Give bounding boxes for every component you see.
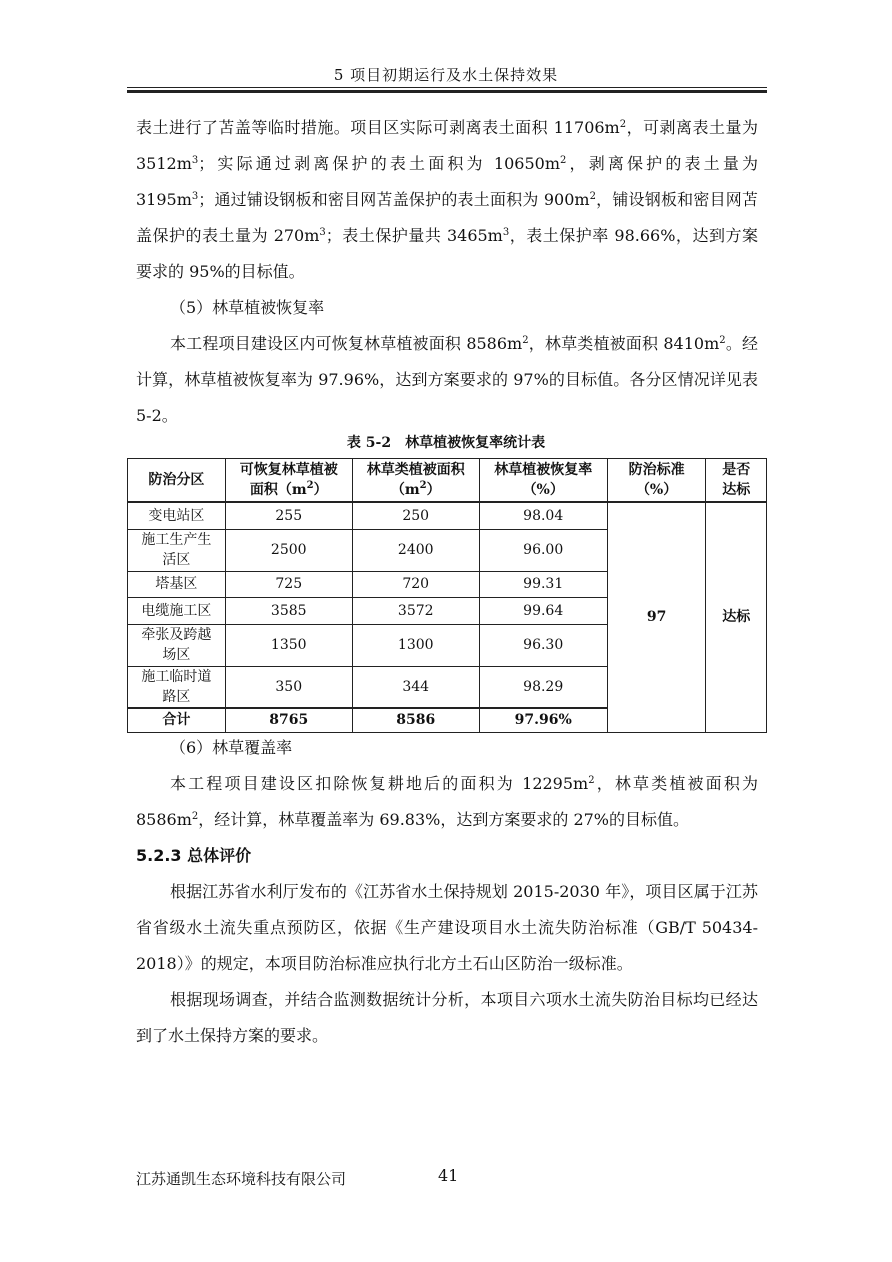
header-rule-thin [127, 87, 767, 88]
header-text: ） [313, 482, 328, 498]
cell-rate: 99.64 [479, 597, 607, 624]
header-text: 防治分区 [148, 472, 205, 488]
table-caption: 表 5-2 林草植被恢复率统计表 [346, 435, 546, 451]
superscript: 2 [419, 480, 427, 491]
superscript: 2 [589, 191, 596, 202]
cell-zone [128, 597, 226, 624]
header-text: 可恢复林草植被 [239, 462, 338, 478]
text-run: 本工程项目建设区内可恢复林草植被面积 8586m [170, 334, 523, 353]
cell-text: 塔基区 [155, 576, 198, 592]
cell-total-restorable: 8765 [225, 708, 352, 732]
superscript: 3 [502, 227, 510, 238]
paragraph-coverage [136, 766, 758, 838]
text-run: ；通过铺设钢板和密目网苫盖保护的表土面积为 900m [198, 190, 590, 209]
cell-text: 路区 [162, 688, 191, 705]
body-top [136, 110, 758, 434]
header-text: ） [426, 482, 441, 498]
header-veg [352, 459, 479, 503]
cell-total-label: 合计 [128, 708, 226, 732]
cell-rate: 98.29 [479, 666, 607, 708]
paragraph-restoration [136, 326, 758, 434]
page-number: 41 [438, 1166, 459, 1185]
cell-restorable: 725 [225, 571, 352, 597]
cell-veg: 2400 [352, 529, 479, 571]
superscript: 3 [319, 227, 326, 238]
text-run: ，经计算，林草覆盖率为 69.83%，达到方案要求的 27%的目标值。 [198, 810, 690, 829]
cell-text: 牵张及跨越 [141, 627, 212, 643]
paragraph-evaluation-1: 根据江苏省水利厅发布的《江苏省水土保持规划 2015-2030 年》，项目区属于江苏省省级水土流失重点预防区，依据《生产建设项目水土流失防治标准（GB/T 50434-2018）》的规定，本项目防治标准应执行北方土石山区防治一级标准。 [136, 882, 758, 973]
cell-restorable: 2500 [225, 529, 352, 571]
table-row [128, 502, 767, 529]
section-heading-523: 5.2.3 总体评价 [136, 846, 252, 865]
superscript: 2 [719, 335, 726, 346]
cell-restorable: 3585 [225, 597, 352, 624]
text-run: 。经计算，林草植被恢复率为 97.96%，达到方案要求的 97%的目标值。各分区情况详见表 5-2。 [136, 334, 758, 425]
header-text: （%） [522, 482, 564, 498]
header-restorable [225, 459, 352, 503]
header-text: 是否 [722, 462, 751, 478]
text-run: ，铺设钢板和密目网苫盖保护的表土量为 270m [136, 190, 758, 245]
header-text: 防治标准 [628, 462, 685, 478]
header-zone [128, 459, 226, 503]
paragraph-topsoil [136, 110, 758, 290]
superscript: 2 [588, 775, 595, 786]
text-run: 表土进行了苫盖等临时措施。项目区实际可剥离表土面积 11706m [136, 118, 620, 137]
cell-rate: 99.31 [479, 571, 607, 597]
cell-rate: 96.00 [479, 529, 607, 571]
header-text: 面积（m [249, 482, 307, 498]
cell-total-veg: 8586 [352, 708, 479, 732]
cell-zone [128, 624, 226, 666]
header-text: （m [390, 482, 420, 498]
superscript: 2 [306, 480, 314, 491]
cell-veg: 1300 [352, 624, 479, 666]
table-header-row [128, 459, 767, 503]
text-run: ，可剥离表土量为 3512m [136, 118, 758, 173]
cell-veg: 3572 [352, 597, 479, 624]
text-run: ；实际通过剥离保护的表土面积为 10650m [198, 154, 560, 173]
superscript: 2 [560, 155, 567, 166]
cell-meets-merged: 达标 [706, 502, 767, 732]
item-title-5: （5）林草植被恢复率 [170, 298, 325, 317]
cell-veg: 250 [352, 502, 479, 529]
item-title-6: （6）林草覆盖率 [170, 738, 293, 757]
text-run: ，表土保护率 98.66%，达到方案要求的 95%的目标值。 [136, 226, 758, 281]
cell-total-rate: 97.96% [479, 708, 607, 732]
superscript: 2 [619, 119, 627, 130]
text-run: ；表土保护量共 3465m [325, 226, 503, 245]
cell-text: 施工临时道 [141, 668, 212, 685]
paragraph-evaluation-2: 根据现场调查，并结合监测数据统计分析，本项目六项水土流失防治目标均已经达到了水土保持方案的要求。 [136, 990, 758, 1045]
cell-zone [128, 666, 226, 708]
cell-veg: 720 [352, 571, 479, 597]
header-meets [706, 459, 767, 503]
text-run: ，林草类植被面积为 8586m [136, 774, 758, 829]
cell-text: 电缆施工区 [141, 602, 212, 619]
cell-rate: 96.30 [479, 624, 607, 666]
superscript: 2 [522, 335, 529, 346]
cell-restorable: 350 [225, 666, 352, 708]
header-rule-thick [127, 90, 767, 93]
header-text: 林草类植被面积 [366, 462, 465, 478]
header-text: （%） [635, 482, 678, 498]
cell-veg: 344 [352, 666, 479, 708]
running-header: 5 项目初期运行及水土保持效果 [333, 66, 559, 84]
text-run: 本工程项目建设区扣除恢复耕地后的面积为 12295m [170, 774, 589, 793]
cell-rate: 98.04 [479, 502, 607, 529]
cell-zone [128, 529, 226, 571]
cell-zone [128, 571, 226, 597]
cell-text: 场区 [162, 647, 191, 663]
cell-zone [128, 502, 226, 529]
body-bottom [136, 730, 758, 1054]
cell-restorable: 1350 [225, 624, 352, 666]
text-run: ，剥离保护的表土量为 3195m [136, 154, 758, 209]
superscript: 3 [191, 155, 199, 166]
cell-text: 变电站区 [148, 507, 205, 524]
cell-restorable: 255 [225, 502, 352, 529]
cell-text: 活区 [162, 552, 191, 568]
restoration-table [127, 458, 767, 733]
header-rate [479, 459, 607, 503]
text-run: ，林草类植被面积 8410m [528, 334, 720, 353]
header-text: 达标 [722, 482, 751, 498]
footer-company: 江苏通凯生态环境科技有限公司 [136, 1170, 347, 1188]
cell-standard-merged: 97 [607, 502, 706, 732]
header-text: 林草植被恢复率 [494, 462, 593, 478]
header-standard [607, 459, 706, 503]
superscript: 3 [191, 191, 199, 202]
cell-text: 施工生产生 [141, 532, 212, 548]
superscript: 2 [191, 811, 199, 822]
